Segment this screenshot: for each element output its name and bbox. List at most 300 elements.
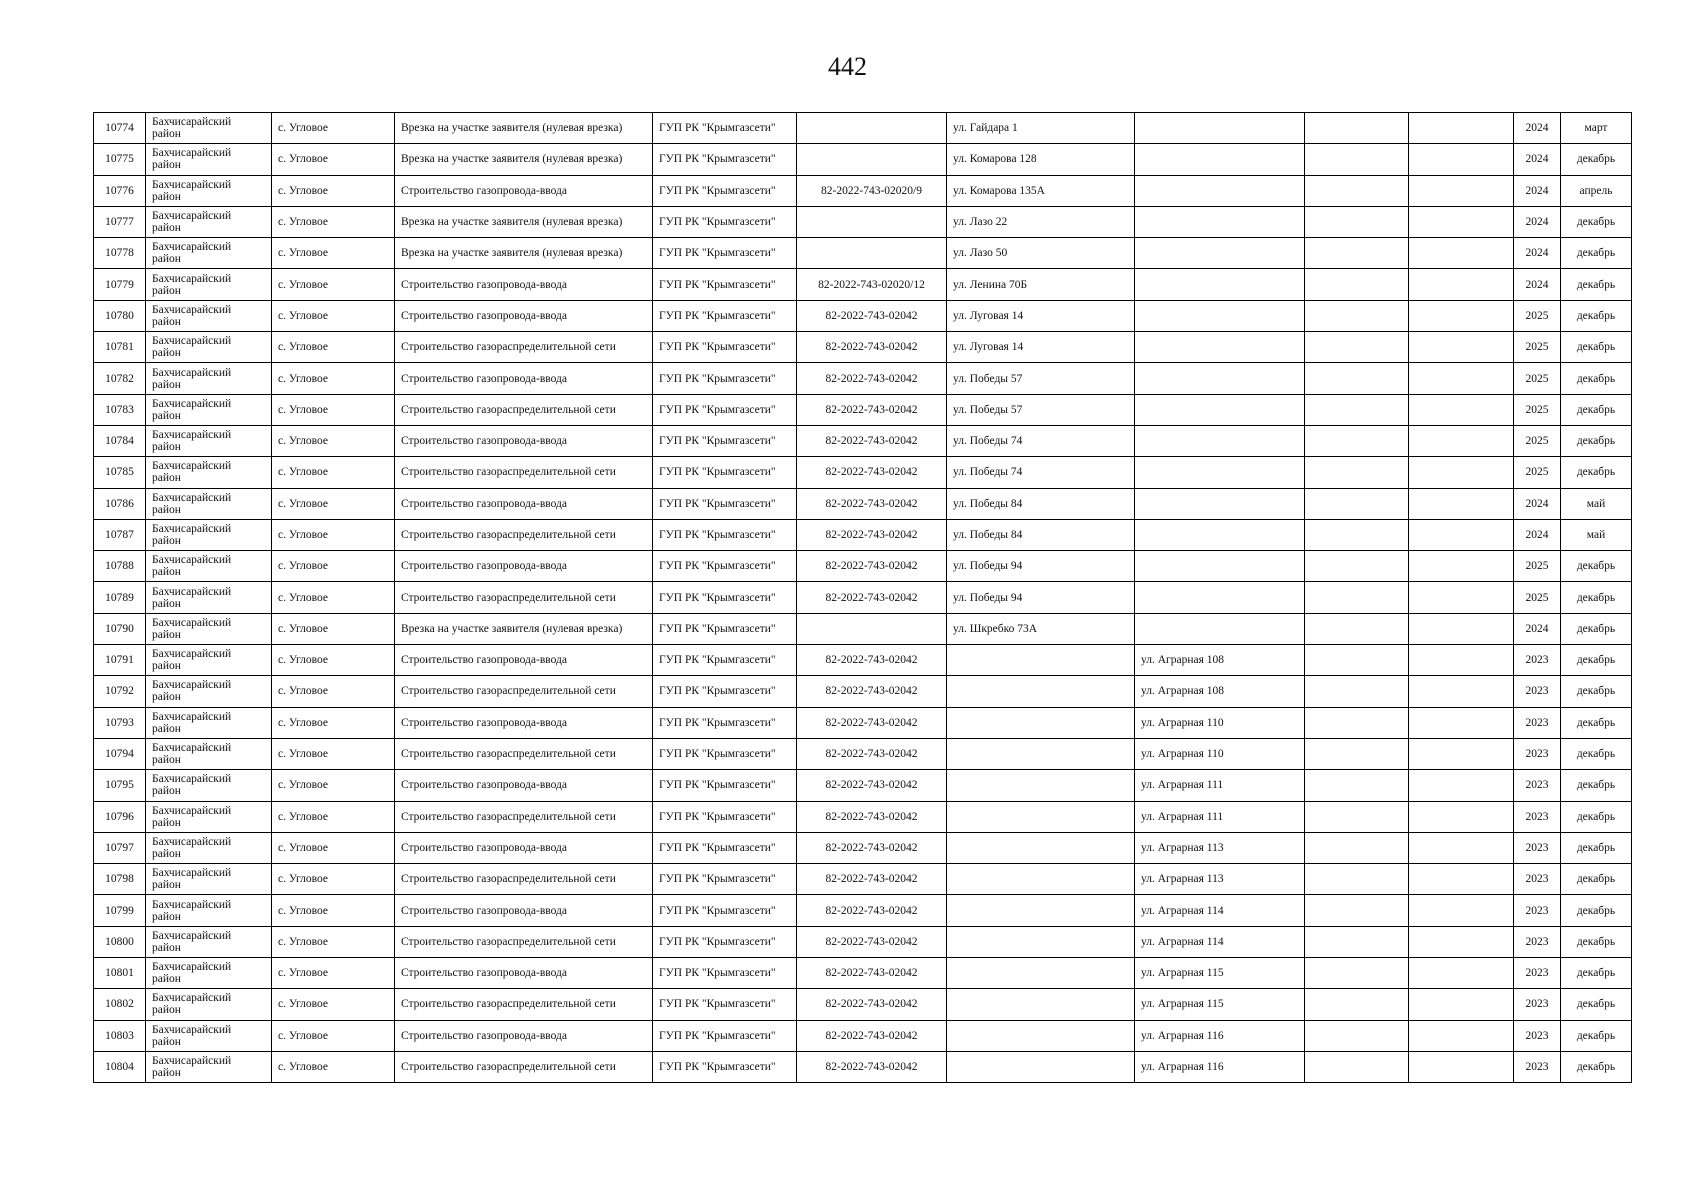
project-code-cell: 82-2022-743-02042 (797, 801, 947, 832)
table-row (94, 895, 1632, 926)
row-number: 10780 (94, 300, 146, 331)
empty-cell (1409, 958, 1514, 989)
district-line: район (152, 409, 181, 422)
month-cell: декабрь (1561, 582, 1632, 613)
empty-cell (1305, 645, 1409, 676)
row-number: 10778 (94, 238, 146, 269)
settlement-cell: с. Угловое (272, 926, 395, 957)
year-cell: 2025 (1514, 300, 1561, 331)
project-code-cell (797, 206, 947, 237)
organization-cell: ГУП РК "Крымгазсети" (653, 425, 797, 456)
row-number: 10788 (94, 551, 146, 582)
address-cell (947, 707, 1135, 738)
empty-cell (1305, 144, 1409, 175)
organization-cell: ГУП РК "Крымгазсети" (653, 989, 797, 1020)
year-cell: 2023 (1514, 645, 1561, 676)
row-number: 10803 (94, 1020, 146, 1051)
table-row (94, 738, 1632, 769)
empty-cell (1305, 300, 1409, 331)
address-cell: ул. Лазо 50 (947, 238, 1135, 269)
district-line: Бахчисарайский (152, 491, 232, 504)
work-type-cell: Врезка на участке заявителя (нулевая врезка) (395, 238, 653, 269)
month-cell: декабрь (1561, 864, 1632, 895)
work-type-cell: Строительство газопровода-ввода (395, 175, 653, 206)
row-number: 10790 (94, 613, 146, 644)
empty-cell (1409, 1020, 1514, 1051)
table-row (94, 582, 1632, 613)
district-line: Бахчисарайский (152, 710, 232, 723)
organization-cell: ГУП РК "Крымгазсети" (653, 707, 797, 738)
settlement-cell: с. Угловое (272, 394, 395, 425)
table-row (94, 519, 1632, 550)
district-line: район (152, 190, 181, 203)
table-row (94, 206, 1632, 237)
project-code-cell: 82-2022-743-02042 (797, 1051, 947, 1082)
table-row (94, 770, 1632, 801)
work-type-cell: Строительство газораспределительной сети (395, 582, 653, 613)
organization-cell: ГУП РК "Крымгазсети" (653, 676, 797, 707)
table-row (94, 300, 1632, 331)
address-secondary-cell (1135, 488, 1305, 519)
row-number: 10777 (94, 206, 146, 237)
address-secondary-cell: ул. Аграрная 113 (1135, 864, 1305, 895)
work-type-cell: Строительство газораспределительной сети (395, 519, 653, 550)
empty-cell (1409, 770, 1514, 801)
organization-cell: ГУП РК "Крымгазсети" (653, 864, 797, 895)
settlement-cell: с. Угловое (272, 519, 395, 550)
organization-cell: ГУП РК "Крымгазсети" (653, 926, 797, 957)
project-code-cell: 82-2022-743-02042 (797, 645, 947, 676)
address-cell: ул. Гайдара 1 (947, 113, 1135, 144)
row-number: 10775 (94, 144, 146, 175)
district-line: Бахчисарайский (152, 335, 232, 348)
year-cell: 2023 (1514, 738, 1561, 769)
month-cell: декабрь (1561, 206, 1632, 237)
empty-cell (1305, 832, 1409, 863)
address-secondary-cell: ул. Аграрная 110 (1135, 707, 1305, 738)
district-line: Бахчисарайский (152, 303, 232, 316)
work-type-cell: Строительство газопровода-ввода (395, 832, 653, 863)
empty-cell (1305, 1051, 1409, 1082)
address-secondary-cell (1135, 551, 1305, 582)
address-secondary-cell: ул. Аграрная 111 (1135, 770, 1305, 801)
district-line: район (152, 691, 181, 704)
address-cell (947, 738, 1135, 769)
page-number: 442 (828, 52, 867, 81)
district-line: Бахчисарайский (152, 585, 232, 598)
row-number: 10794 (94, 738, 146, 769)
district-line: район (152, 1067, 181, 1080)
project-code-cell: 82-2022-743-02042 (797, 676, 947, 707)
settlement-cell: с. Угловое (272, 144, 395, 175)
empty-cell (1409, 676, 1514, 707)
district-line: район (152, 284, 181, 297)
empty-cell (1305, 425, 1409, 456)
settlement-cell: с. Угловое (272, 269, 395, 300)
address-secondary-cell (1135, 113, 1305, 144)
district-line: Бахчисарайский (152, 679, 232, 692)
settlement-cell: с. Угловое (272, 989, 395, 1020)
project-code-cell (797, 144, 947, 175)
year-cell: 2024 (1514, 269, 1561, 300)
table-row (94, 864, 1632, 895)
district-line: район (152, 879, 181, 892)
month-cell: декабрь (1561, 895, 1632, 926)
district-cell (146, 1051, 272, 1082)
district-cell (146, 144, 272, 175)
project-code-cell: 82-2022-743-02042 (797, 707, 947, 738)
address-cell: ул. Победы 84 (947, 519, 1135, 550)
month-cell: декабрь (1561, 238, 1632, 269)
month-cell: декабрь (1561, 363, 1632, 394)
address-cell (947, 645, 1135, 676)
month-cell: март (1561, 113, 1632, 144)
address-secondary-cell (1135, 582, 1305, 613)
month-cell: декабрь (1561, 269, 1632, 300)
district-line: Бахчисарайский (152, 523, 232, 535)
year-cell: 2023 (1514, 832, 1561, 863)
project-code-cell: 82-2022-743-02042 (797, 425, 947, 456)
organization-cell: ГУП РК "Крымгазсети" (653, 1020, 797, 1051)
address-cell (947, 676, 1135, 707)
district-line: район (152, 315, 181, 328)
project-code-cell: 82-2022-743-02042 (797, 832, 947, 863)
project-code-cell: 82-2022-743-02042 (797, 958, 947, 989)
table-row (94, 551, 1632, 582)
address-cell (947, 864, 1135, 895)
district-line: Бахчисарайский (152, 804, 232, 817)
settlement-cell: с. Угловое (272, 676, 395, 707)
empty-cell (1305, 926, 1409, 957)
district-line: район (152, 535, 181, 547)
address-cell: ул. Ленина 70Б (947, 269, 1135, 300)
organization-cell: ГУП РК "Крымгазсети" (653, 738, 797, 769)
settlement-cell: с. Угловое (272, 488, 395, 519)
district-cell (146, 864, 272, 895)
empty-cell (1409, 832, 1514, 863)
address-secondary-cell: ул. Аграрная 114 (1135, 926, 1305, 957)
district-line: район (152, 597, 181, 610)
district-line: Бахчисарайский (152, 397, 232, 410)
organization-cell: ГУП РК "Крымгазсети" (653, 582, 797, 613)
district-line: Бахчисарайский (152, 210, 232, 223)
empty-cell (1409, 363, 1514, 394)
address-secondary-cell (1135, 300, 1305, 331)
address-secondary-cell: ул. Аграрная 111 (1135, 801, 1305, 832)
empty-cell (1409, 488, 1514, 519)
address-cell: ул. Победы 94 (947, 551, 1135, 582)
address-cell: ул. Победы 84 (947, 488, 1135, 519)
district-cell (146, 770, 272, 801)
year-cell: 2024 (1514, 144, 1561, 175)
row-number: 10782 (94, 363, 146, 394)
project-code-cell: 82-2022-743-02042 (797, 519, 947, 550)
month-cell: декабрь (1561, 645, 1632, 676)
district-cell (146, 113, 272, 144)
year-cell: 2023 (1514, 801, 1561, 832)
project-code-cell: 82-2022-743-02042 (797, 488, 947, 519)
table-row (94, 989, 1632, 1020)
organization-cell: ГУП РК "Крымгазсети" (653, 519, 797, 550)
empty-cell (1305, 613, 1409, 644)
empty-cell (1305, 582, 1409, 613)
district-cell (146, 269, 272, 300)
empty-cell (1305, 1020, 1409, 1051)
year-cell: 2024 (1514, 488, 1561, 519)
year-cell: 2023 (1514, 707, 1561, 738)
organization-cell: ГУП РК "Крымгазсети" (653, 613, 797, 644)
settlement-cell: с. Угловое (272, 1020, 395, 1051)
empty-cell (1409, 613, 1514, 644)
settlement-cell: с. Угловое (272, 832, 395, 863)
row-number: 10787 (94, 519, 146, 550)
table-row (94, 926, 1632, 957)
district-cell (146, 926, 272, 957)
work-type-cell: Строительство газораспределительной сети (395, 926, 653, 957)
organization-cell: ГУП РК "Крымгазсети" (653, 300, 797, 331)
district-line: район (152, 503, 181, 516)
row-number: 10797 (94, 832, 146, 863)
district-line: Бахчисарайский (152, 616, 232, 629)
year-cell: 2025 (1514, 332, 1561, 363)
settlement-cell: с. Угловое (272, 864, 395, 895)
address-secondary-cell: ул. Аграрная 116 (1135, 1051, 1305, 1082)
settlement-cell: с. Угловое (272, 238, 395, 269)
work-type-cell: Строительство газопровода-ввода (395, 1020, 653, 1051)
table-row (94, 394, 1632, 425)
table-row (94, 1020, 1632, 1051)
address-cell: ул. Шкребко 73А (947, 613, 1135, 644)
empty-cell (1305, 519, 1409, 550)
district-line: Бахчисарайский (152, 147, 232, 160)
year-cell: 2023 (1514, 676, 1561, 707)
month-cell: декабрь (1561, 989, 1632, 1020)
empty-cell (1305, 332, 1409, 363)
row-number: 10785 (94, 457, 146, 488)
row-number: 10779 (94, 269, 146, 300)
district-line: район (152, 347, 181, 360)
district-line: Бахчисарайский (152, 554, 232, 567)
address-cell (947, 989, 1135, 1020)
work-type-cell: Строительство газопровода-ввода (395, 958, 653, 989)
district-line: район (152, 847, 181, 860)
row-number: 10802 (94, 989, 146, 1020)
year-cell: 2024 (1514, 113, 1561, 144)
empty-cell (1409, 645, 1514, 676)
row-number: 10795 (94, 770, 146, 801)
empty-cell (1305, 551, 1409, 582)
work-type-cell: Строительство газопровода-ввода (395, 363, 653, 394)
district-cell (146, 300, 272, 331)
work-type-cell: Строительство газораспределительной сети (395, 1051, 653, 1082)
work-type-cell: Врезка на участке заявителя (нулевая врезка) (395, 613, 653, 644)
settlement-cell: с. Угловое (272, 895, 395, 926)
address-cell: ул. Луговая 14 (947, 300, 1135, 331)
district-line: Бахчисарайский (152, 460, 232, 473)
district-cell (146, 425, 272, 456)
address-secondary-cell (1135, 519, 1305, 550)
address-secondary-cell: ул. Аграрная 115 (1135, 958, 1305, 989)
row-number: 10793 (94, 707, 146, 738)
empty-cell (1305, 113, 1409, 144)
project-code-cell: 82-2022-743-02042 (797, 551, 947, 582)
project-code-cell: 82-2022-743-02042 (797, 363, 947, 394)
row-number: 10781 (94, 332, 146, 363)
district-line: район (152, 910, 181, 923)
month-cell: декабрь (1561, 738, 1632, 769)
empty-cell (1305, 738, 1409, 769)
address-secondary-cell (1135, 206, 1305, 237)
settlement-cell: с. Угловое (272, 332, 395, 363)
row-number: 10784 (94, 425, 146, 456)
organization-cell: ГУП РК "Крымгазсети" (653, 206, 797, 237)
organization-cell: ГУП РК "Крымгазсети" (653, 551, 797, 582)
year-cell: 2024 (1514, 206, 1561, 237)
empty-cell (1305, 175, 1409, 206)
address-cell: ул. Победы 74 (947, 425, 1135, 456)
table-row (94, 676, 1632, 707)
organization-cell: ГУП РК "Крымгазсети" (653, 394, 797, 425)
district-line: район (152, 660, 181, 673)
year-cell: 2023 (1514, 958, 1561, 989)
month-cell: декабрь (1561, 676, 1632, 707)
district-line: район (152, 785, 181, 798)
year-cell: 2025 (1514, 582, 1561, 613)
work-type-cell: Строительство газораспределительной сети (395, 989, 653, 1020)
work-type-cell: Строительство газопровода-ввода (395, 707, 653, 738)
address-cell: ул. Победы 94 (947, 582, 1135, 613)
empty-cell (1409, 926, 1514, 957)
settlement-cell: с. Угловое (272, 175, 395, 206)
district-cell (146, 832, 272, 863)
settlement-cell: с. Угловое (272, 770, 395, 801)
work-type-cell: Строительство газопровода-ввода (395, 300, 653, 331)
month-cell: декабрь (1561, 1020, 1632, 1051)
organization-cell: ГУП РК "Крымгазсети" (653, 958, 797, 989)
district-line: Бахчисарайский (152, 773, 232, 786)
district-line: район (152, 973, 181, 986)
district-line: район (152, 816, 181, 829)
empty-cell (1409, 113, 1514, 144)
empty-cell (1305, 457, 1409, 488)
district-cell (146, 707, 272, 738)
year-cell: 2023 (1514, 1020, 1561, 1051)
project-code-cell: 82-2022-743-02020/12 (797, 269, 947, 300)
organization-cell: ГУП РК "Крымгазсети" (653, 269, 797, 300)
row-number: 10792 (94, 676, 146, 707)
settlement-cell: с. Угловое (272, 1051, 395, 1082)
organization-cell: ГУП РК "Крымгазсети" (653, 238, 797, 269)
district-cell (146, 519, 272, 550)
empty-cell (1409, 238, 1514, 269)
district-line: район (152, 722, 181, 735)
address-secondary-cell: ул. Аграрная 110 (1135, 738, 1305, 769)
settlement-cell: с. Угловое (272, 958, 395, 989)
empty-cell (1305, 864, 1409, 895)
district-cell (146, 801, 272, 832)
address-secondary-cell (1135, 332, 1305, 363)
district-line: район (152, 253, 181, 266)
month-cell: декабрь (1561, 832, 1632, 863)
address-cell (947, 1020, 1135, 1051)
district-line: Бахчисарайский (152, 366, 232, 379)
address-secondary-cell: ул. Аграрная 108 (1135, 676, 1305, 707)
district-line: Бахчисарайский (152, 898, 232, 911)
table-row (94, 269, 1632, 300)
row-number: 10798 (94, 864, 146, 895)
project-code-cell (797, 113, 947, 144)
table-row (94, 363, 1632, 394)
empty-cell (1409, 394, 1514, 425)
district-line: район (152, 754, 181, 767)
project-code-cell: 82-2022-743-02042 (797, 770, 947, 801)
district-line: район (152, 128, 181, 141)
project-code-cell: 82-2022-743-02042 (797, 738, 947, 769)
row-number: 10776 (94, 175, 146, 206)
month-cell: декабрь (1561, 332, 1632, 363)
settlement-cell: с. Угловое (272, 738, 395, 769)
district-line: район (152, 941, 181, 954)
month-cell: декабрь (1561, 770, 1632, 801)
address-secondary-cell (1135, 394, 1305, 425)
address-secondary-cell (1135, 613, 1305, 644)
empty-cell (1409, 519, 1514, 550)
empty-cell (1409, 864, 1514, 895)
address-secondary-cell: ул. Аграрная 108 (1135, 645, 1305, 676)
address-cell: ул. Луговая 14 (947, 332, 1135, 363)
address-cell (947, 801, 1135, 832)
project-code-cell: 82-2022-743-02042 (797, 457, 947, 488)
row-number: 10791 (94, 645, 146, 676)
year-cell: 2023 (1514, 926, 1561, 957)
table-body (94, 113, 1632, 1083)
empty-cell (1305, 958, 1409, 989)
month-cell: декабрь (1561, 551, 1632, 582)
organization-cell: ГУП РК "Крымгазсети" (653, 113, 797, 144)
table-row (94, 832, 1632, 863)
address-cell (947, 1051, 1135, 1082)
work-type-cell: Строительство газопровода-ввода (395, 551, 653, 582)
address-cell (947, 895, 1135, 926)
district-cell (146, 457, 272, 488)
empty-cell (1409, 582, 1514, 613)
district-line: Бахчисарайский (152, 961, 232, 974)
district-line: Бахчисарайский (152, 116, 232, 129)
address-cell (947, 958, 1135, 989)
table-row (94, 175, 1632, 206)
organization-cell: ГУП РК "Крымгазсети" (653, 488, 797, 519)
district-line: Бахчисарайский (152, 1023, 232, 1036)
empty-cell (1305, 676, 1409, 707)
empty-cell (1305, 989, 1409, 1020)
empty-cell (1409, 738, 1514, 769)
month-cell: декабрь (1561, 394, 1632, 425)
settlement-cell: с. Угловое (272, 645, 395, 676)
row-number: 10789 (94, 582, 146, 613)
project-code-cell: 82-2022-743-02042 (797, 1020, 947, 1051)
organization-cell: ГУП РК "Крымгазсети" (653, 363, 797, 394)
district-cell (146, 738, 272, 769)
empty-cell (1409, 206, 1514, 237)
month-cell: декабрь (1561, 1051, 1632, 1082)
row-number: 10783 (94, 394, 146, 425)
month-cell: декабрь (1561, 144, 1632, 175)
district-cell (146, 989, 272, 1020)
project-code-cell: 82-2022-743-02042 (797, 989, 947, 1020)
year-cell: 2023 (1514, 770, 1561, 801)
settlement-cell: с. Угловое (272, 582, 395, 613)
district-cell (146, 613, 272, 644)
